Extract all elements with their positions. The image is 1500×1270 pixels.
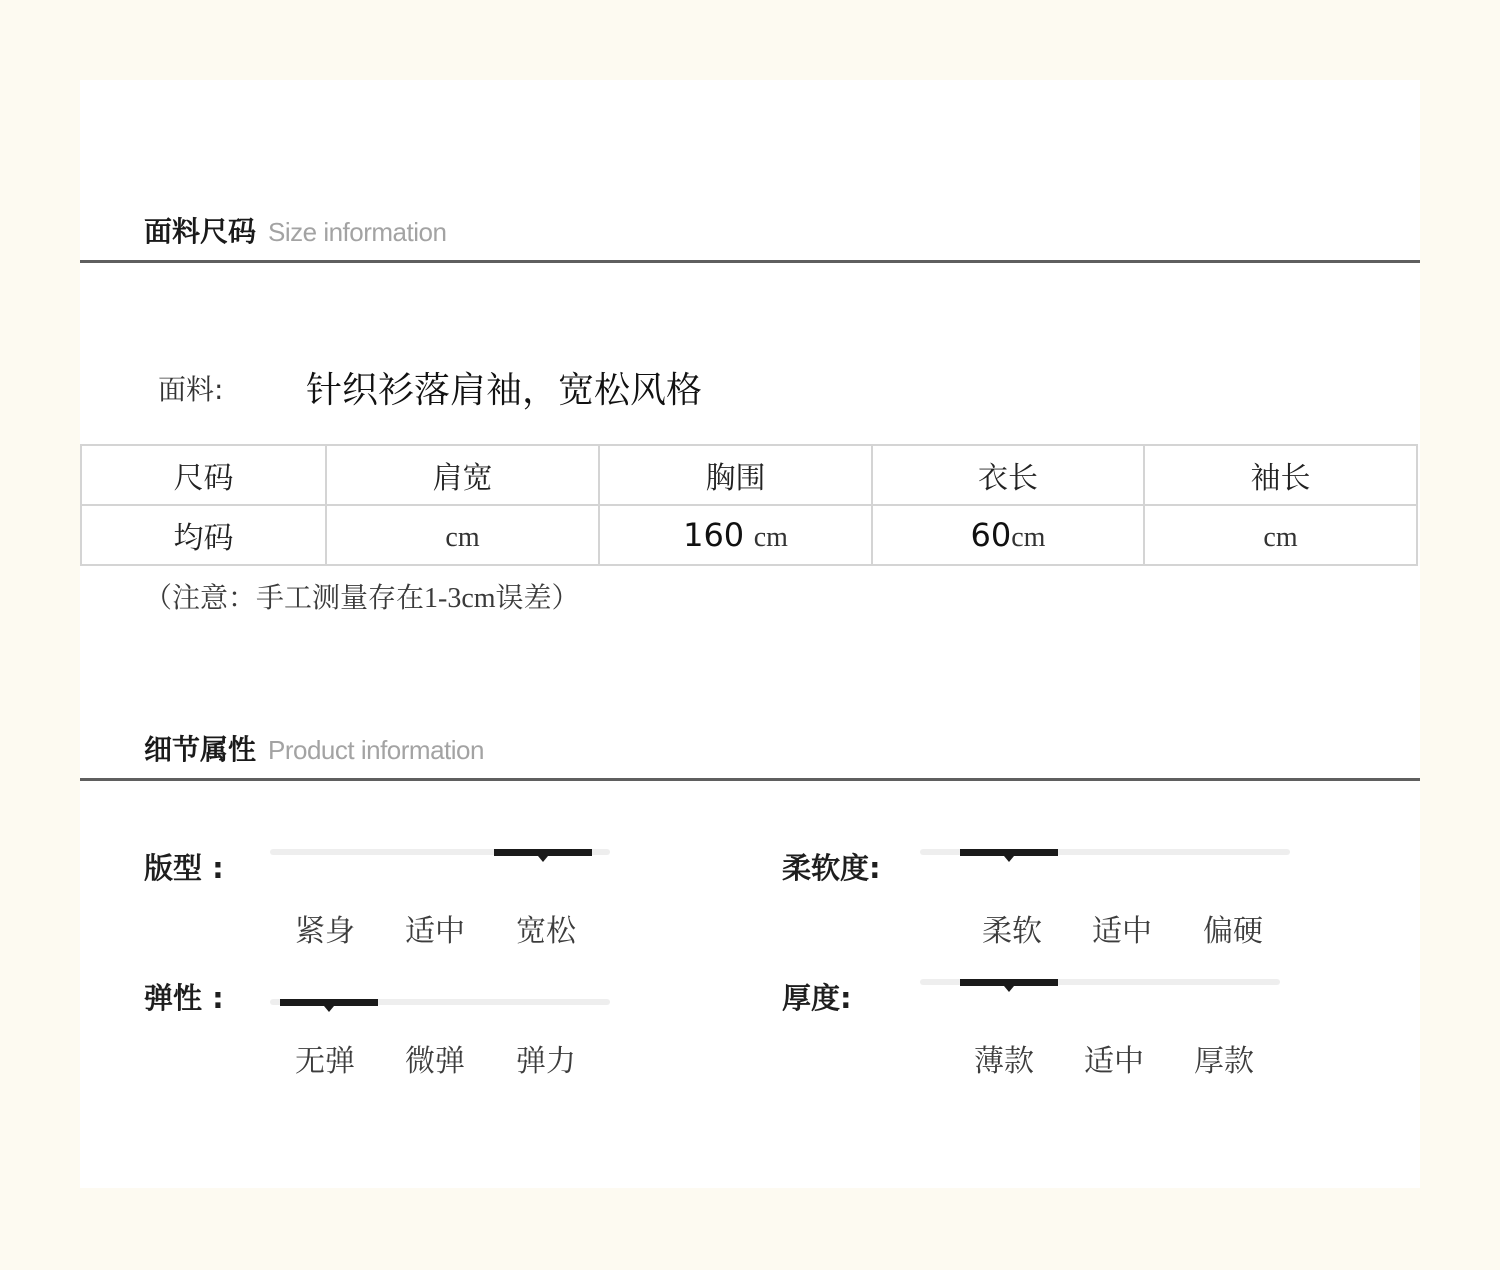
sleeve-unit: cm [1263, 522, 1298, 553]
header-chest: 胸围 [599, 445, 872, 505]
thickness-option-thick: 厚款 [1194, 1044, 1254, 1079]
elasticity-label: 弹性 : [144, 981, 224, 1015]
softness-selected-marker [960, 849, 1058, 856]
fit-option-tight: 紧身 [295, 914, 355, 949]
product-section-divider [80, 778, 1420, 781]
note-suffix: 误差） [495, 581, 580, 614]
elasticity-selected-marker [280, 999, 378, 1006]
chest-unit: cm [753, 522, 788, 553]
cell-chest [599, 505, 872, 565]
thickness-selected-marker [960, 979, 1058, 986]
product-section-title-en: Product information [268, 735, 484, 765]
size-section-heading [144, 210, 446, 250]
softness-option-stiff: 偏硬 [1203, 914, 1263, 949]
cell-sleeve [1144, 505, 1417, 565]
fit-option-medium: 适中 [405, 914, 465, 949]
header-size: 尺码 [81, 445, 326, 505]
elasticity-option-stretch: 弹力 [516, 1044, 576, 1079]
length-unit: cm [1011, 522, 1046, 553]
header-shoulder: 肩宽 [326, 445, 599, 505]
cell-length [872, 505, 1144, 565]
softness-label: 柔软度: [782, 851, 881, 885]
size-section-title-cn: 面料尺码 [144, 215, 257, 248]
size-section-divider [80, 260, 1420, 263]
size-table-header-row [81, 445, 1417, 505]
thickness-option-thin: 薄款 [974, 1044, 1034, 1079]
fit-option-loose: 宽松 [516, 914, 576, 949]
shoulder-unit: cm [445, 522, 480, 553]
fabric-label: 面料: [158, 373, 224, 406]
note-range: 1-3cm [424, 583, 496, 614]
product-section-heading [144, 728, 484, 768]
elasticity-option-slight: 微弹 [405, 1044, 465, 1079]
softness-option-soft: 柔软 [982, 914, 1042, 949]
elasticity-option-none: 无弹 [295, 1044, 355, 1079]
length-value: 60 [970, 516, 1012, 554]
product-section-title-cn: 细节属性 [144, 733, 257, 766]
product-detail-card [80, 80, 1420, 1188]
header-length: 衣长 [872, 445, 1144, 505]
cell-shoulder [326, 505, 599, 565]
fabric-value: 针织衫落肩袖，宽松风格 [306, 370, 703, 411]
header-sleeve: 袖长 [1144, 445, 1417, 505]
fit-selected-marker [494, 849, 592, 856]
size-table [80, 444, 1418, 566]
measurement-note [144, 576, 580, 616]
size-section-title-en: Size information [268, 217, 447, 247]
cell-size: 均码 [81, 505, 326, 565]
chest-value: 160 [683, 516, 745, 554]
thickness-label: 厚度: [782, 981, 852, 1015]
note-prefix: （注意：手工测量存在 [144, 581, 425, 614]
thickness-option-medium: 适中 [1084, 1044, 1144, 1079]
fit-label: 版型 : [144, 851, 224, 885]
softness-option-medium: 适中 [1092, 914, 1152, 949]
size-table-row [81, 505, 1417, 565]
